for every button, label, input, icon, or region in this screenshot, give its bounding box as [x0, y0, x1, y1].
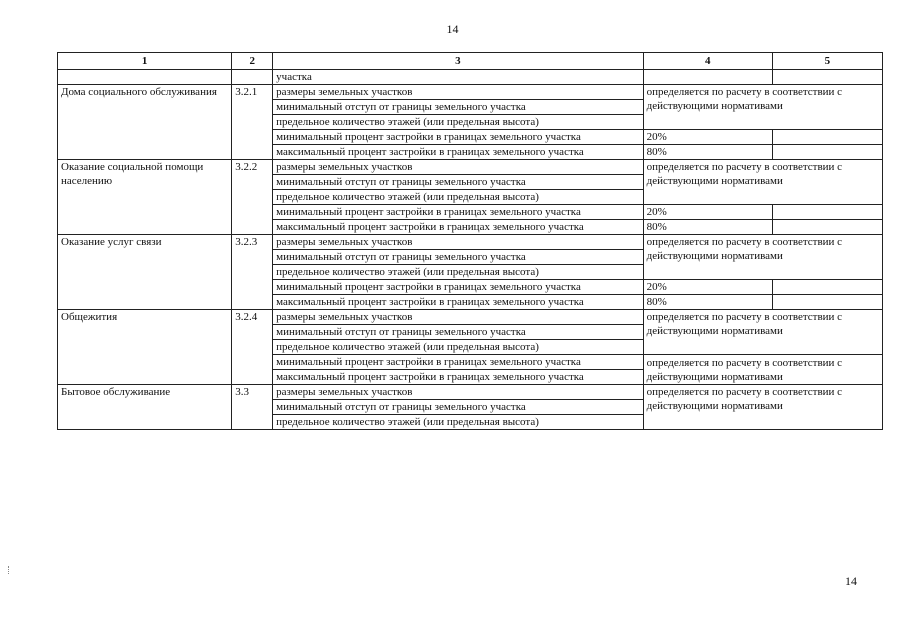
cell-extra [772, 280, 882, 295]
cell-value: 80% [643, 145, 772, 160]
land-use-parameters-table [57, 52, 883, 430]
cell-param: предельное количество этажей (или предельная высота) [273, 115, 644, 130]
column-header-2: 2 [232, 53, 273, 70]
cell-name: Дома социального обслуживания [58, 85, 232, 160]
cell-param: размеры земельных участков [273, 385, 644, 400]
page-number-top: 14 [446, 22, 459, 36]
cell-param: максимальный процент застройки в границах земельного участка [273, 145, 644, 160]
table-row [58, 310, 883, 325]
cell-value: 80% [643, 220, 772, 235]
cell-name: Общежития [58, 310, 232, 385]
cell-param: размеры земельных участков [273, 235, 644, 250]
table-row [58, 70, 883, 85]
table-row [58, 160, 883, 175]
cell-param: размеры земельных участков [273, 160, 644, 175]
cell-value: 80% [643, 295, 772, 310]
cell-param: предельное количество этажей (или предельная высота) [273, 415, 644, 430]
cell-param: предельное количество этажей (или предельная высота) [273, 265, 644, 280]
cell-name: Оказание услуг связи [58, 235, 232, 310]
cell-extra [772, 70, 882, 85]
cell-code: 3.2.4 [232, 310, 273, 385]
cell-param: минимальный процент застройки в границах земельного участка [273, 355, 644, 370]
table-row [58, 235, 883, 250]
cell-param: максимальный процент застройки в границах земельного участка [273, 370, 644, 385]
column-header-3: 3 [273, 53, 644, 70]
cell-name: Бытовое обслуживание [58, 385, 232, 430]
cell-value: определяется по расчету в соответствии с действующими нормативами [643, 235, 882, 280]
cell-param: минимальный процент застройки в границах земельного участка [273, 130, 644, 145]
cell-param: минимальный отступ от границы земельного участка [273, 100, 644, 115]
cell-name [58, 70, 232, 85]
cell-param: участка [273, 70, 644, 85]
cell-param: минимальный процент застройки в границах земельного участка [273, 205, 644, 220]
column-header-1: 1 [58, 53, 232, 70]
cell-extra [772, 295, 882, 310]
cell-code: 3.3 [232, 385, 273, 430]
cell-value: 20% [643, 205, 772, 220]
header-row [58, 53, 883, 70]
cell-param: размеры земельных участков [273, 85, 644, 100]
cell-param: минимальный отступ от границы земельного участка [273, 325, 644, 340]
cell-value: 20% [643, 280, 772, 295]
cell-param: минимальный отступ от границы земельного участка [273, 250, 644, 265]
cell-param: предельное количество этажей (или предельная высота) [273, 190, 644, 205]
cell-value: 20% [643, 130, 772, 145]
cell-code: 3.2.3 [232, 235, 273, 310]
page-number-bottom: 14 [845, 574, 857, 588]
table-row [58, 85, 883, 100]
cell-extra [772, 220, 882, 235]
table-row [58, 385, 883, 400]
cell-value: определяется по расчету в соответствии с действующими нормативами [643, 85, 882, 130]
cell-code: 3.2.2 [232, 160, 273, 235]
cell-name: Оказание социальной помощи населению [58, 160, 232, 235]
scan-mark [8, 566, 10, 574]
cell-param: размеры земельных участков [273, 310, 644, 325]
cell-value: определяется по расчету в соответствии с действующими нормативами [643, 160, 882, 205]
column-header-5: 5 [772, 53, 882, 70]
cell-extra [772, 130, 882, 145]
cell-extra [772, 205, 882, 220]
column-header-4: 4 [643, 53, 772, 70]
cell-code [232, 70, 273, 85]
cell-param: максимальный процент застройки в границах земельного участка [273, 220, 644, 235]
cell-param: максимальный процент застройки в границах земельного участка [273, 295, 644, 310]
cell-code: 3.2.1 [232, 85, 273, 160]
cell-value: определяется по расчету в соответствии с действующими нормативами [643, 385, 882, 430]
cell-param: минимальный отступ от границы земельного участка [273, 175, 644, 190]
cell-extra [772, 145, 882, 160]
cell-value [643, 70, 772, 85]
cell-value: определяется по расчету в соответствии с действующими нормативами [643, 310, 882, 355]
cell-value: определяется по расчету в соответствии с действующими нормативами [643, 355, 882, 385]
cell-param: предельное количество этажей (или предельная высота) [273, 340, 644, 355]
cell-param: минимальный отступ от границы земельного участка [273, 400, 644, 415]
cell-param: минимальный процент застройки в границах земельного участка [273, 280, 644, 295]
